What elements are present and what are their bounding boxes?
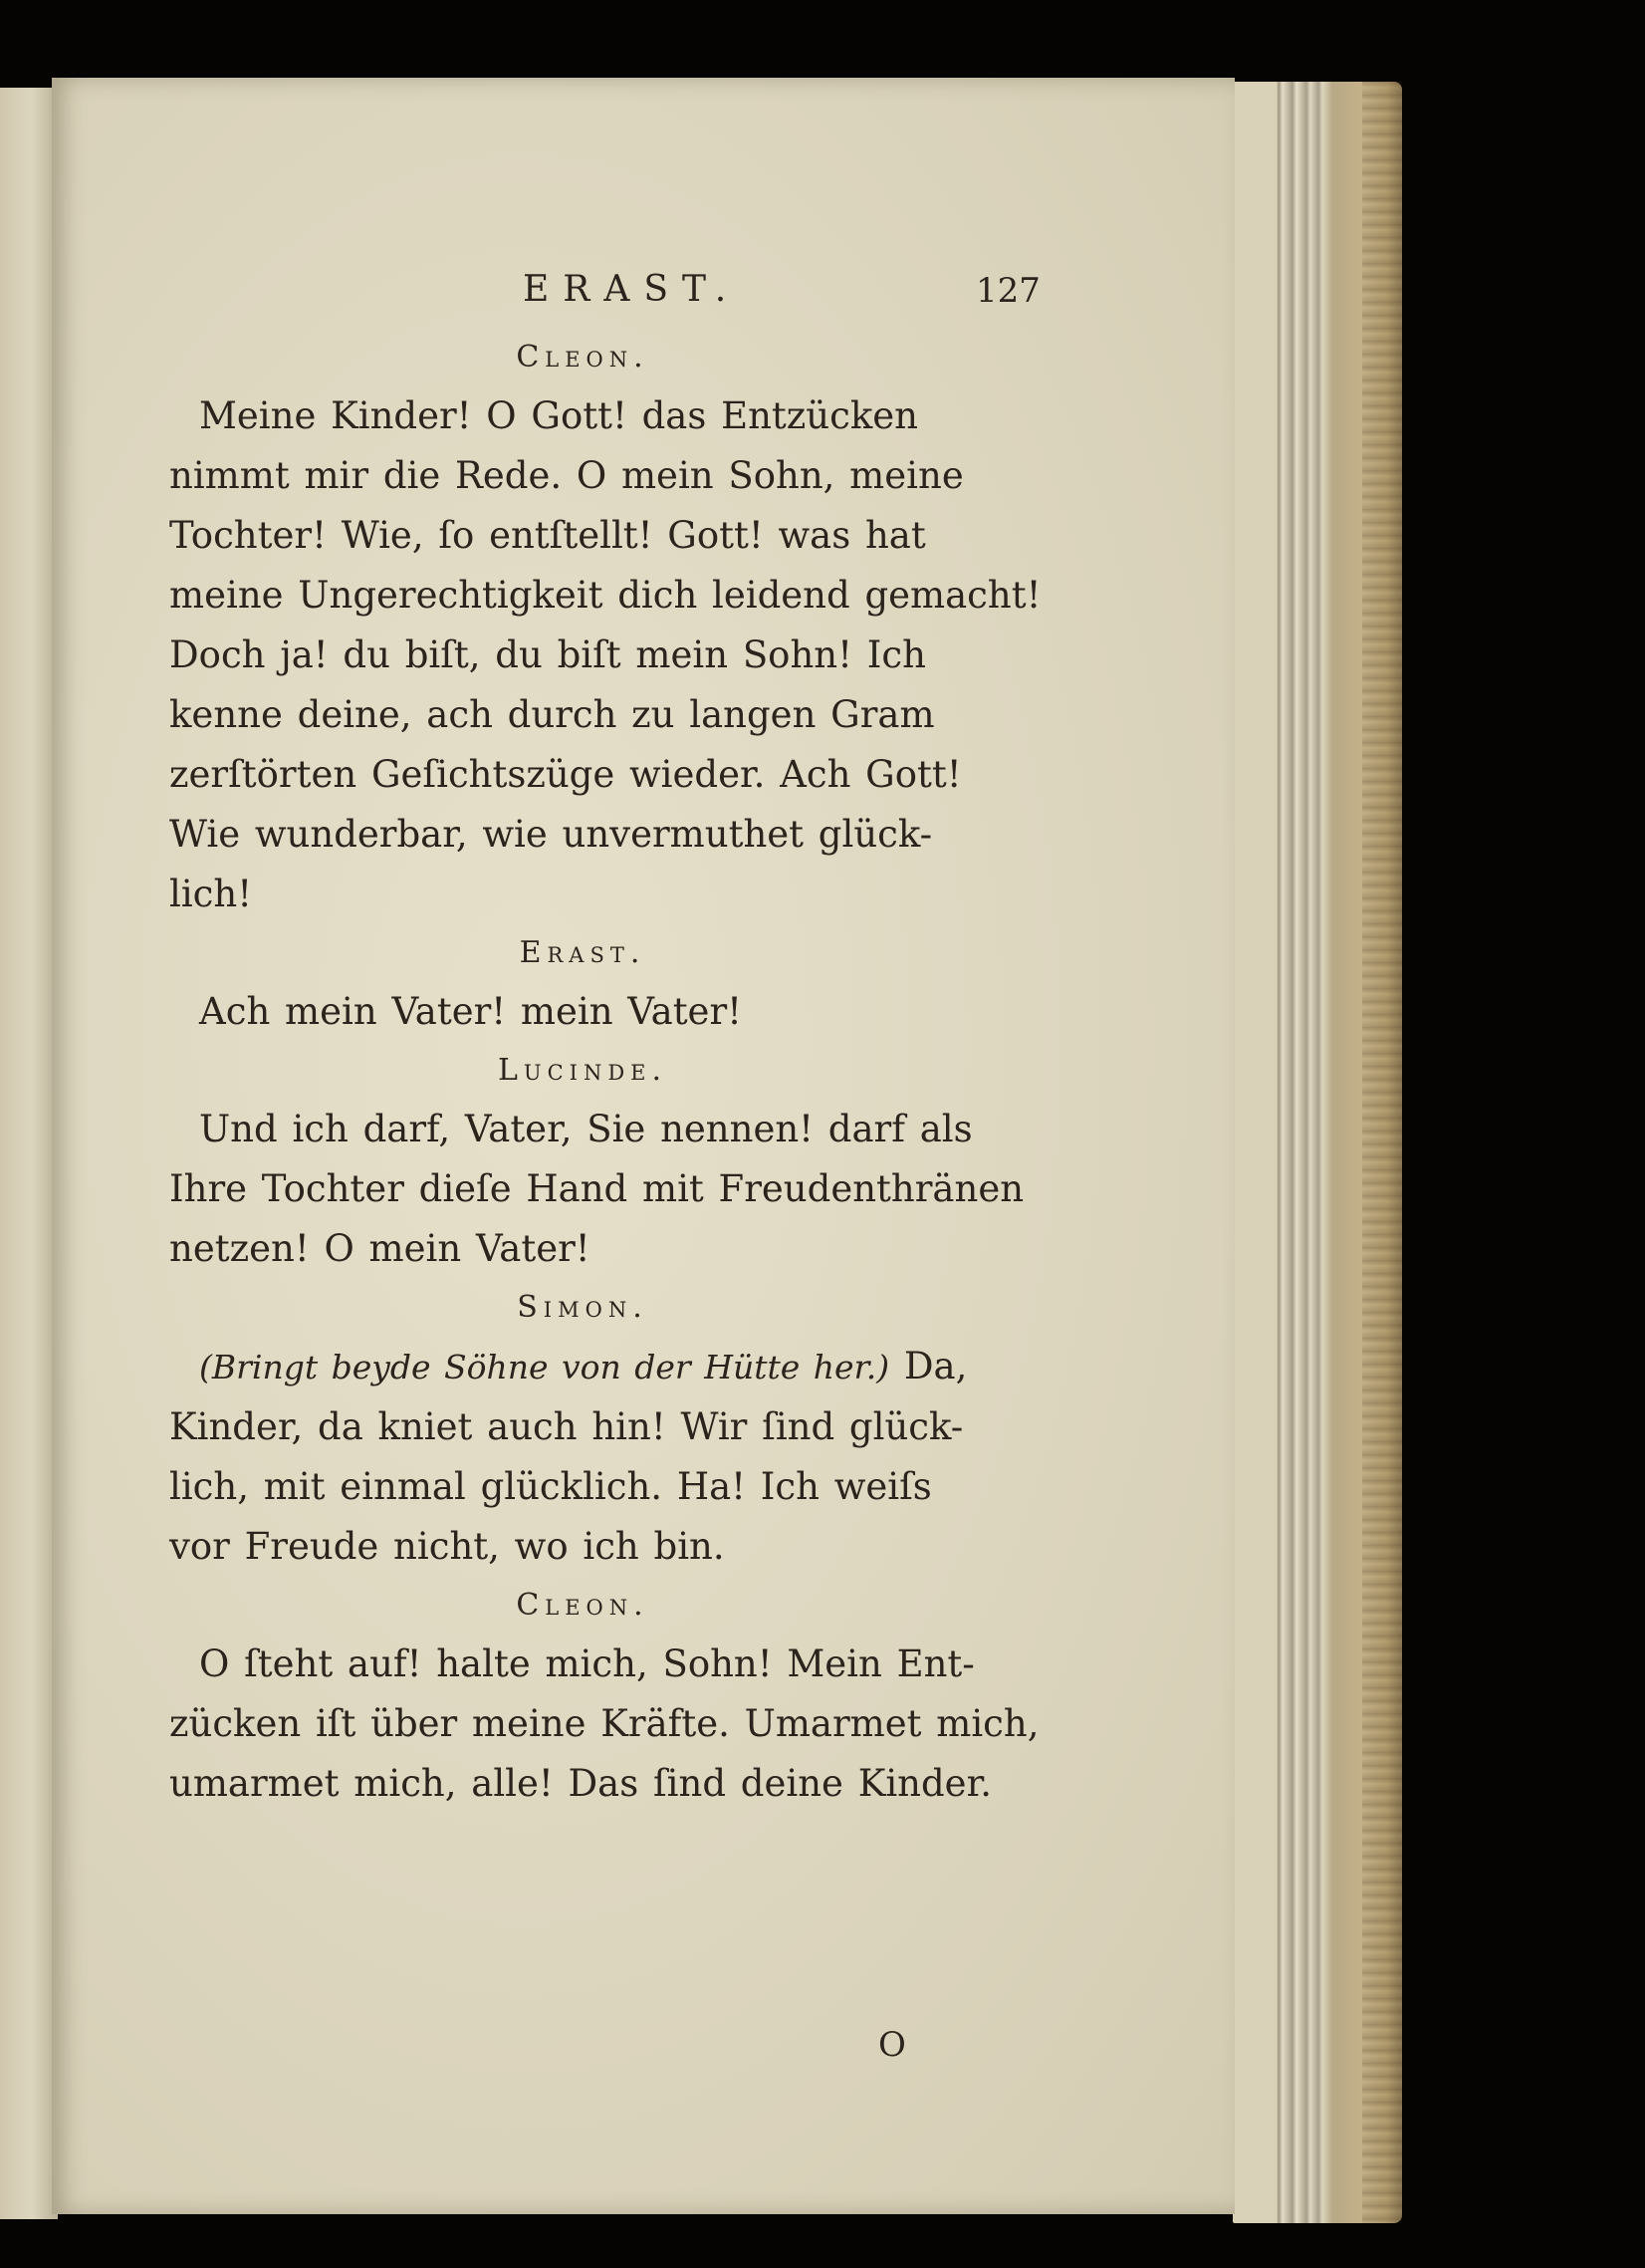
stage-direction: (Bringt beyde Söhne von der Hütte her.) [199,1348,890,1386]
running-title: ERAST. [523,269,741,310]
page-text [169,269,1065,1814]
speech-text [169,982,1065,1042]
speech-text [169,1635,1065,1814]
text-line: Kinder, da kniet auch hin! Wir ſind glück- [169,1405,964,1448]
text-line: lich, mit einmal glücklich. Ha! Ich weiſs [169,1465,932,1508]
text-line: Ach mein Vater! mein Vater! [199,990,743,1033]
running-head [169,269,1065,329]
speaker-name: Cleon. [516,340,649,375]
speech-text [169,1337,1065,1577]
page-number: 127 [976,271,1041,311]
text-fragment: Da, [903,1345,968,1387]
speech-text [169,386,1065,924]
text-line: meine Ungerechtigkeit dich leidend gemacht! [169,574,1042,617]
text-line: nimmt mir die Rede. O mein Sohn, meine [169,454,964,497]
text-line [169,1337,1065,1397]
text-line: kenne deine, ach durch zu langen Gram [169,693,935,736]
speaker-name: Erast. [519,935,646,970]
speech-text [169,1100,1065,1279]
text-line: zücken iſt über meine Kräfte. Umarmet mich, [169,1702,1040,1745]
text-line: netzen! O mein Vater! [169,1227,590,1270]
text-line: Wie wunderbar, wie unvermuthet glück- [169,813,933,856]
text-line: umarmet mich, alle! Das ſind deine Kinder. [169,1762,992,1805]
text-line: Ihre Tochter dieſe Hand mit Freudenthränen [169,1167,1025,1210]
catchword: O [878,2025,906,2065]
text-line: lich! [169,873,253,915]
speaker-name: Simon. [517,1290,648,1325]
text-line: O ſteht auf! halte mich, Sohn! Mein Ent- [199,1642,975,1685]
text-line: Und ich darf, Vater, Sie nennen! darf als [199,1108,973,1150]
speaker-name: Cleon. [516,1588,649,1623]
facing-page-edge [0,88,58,2219]
book-page-edges [1233,82,1402,2223]
speaker-name: Lucinde. [497,1053,668,1088]
text-line: Doch ja! du biſt, du biſt mein Sohn! Ich [169,633,926,676]
book-page [52,78,1235,2214]
text-line: zerſtörten Geſichtszüge wieder. Ach Gott! [169,753,962,796]
text-line: vor Freude nicht, wo ich bin. [169,1525,725,1568]
text-line: Meine Kinder! O Gott! das Entzücken [199,394,918,437]
text-line: Tochter! Wie, ſo entſtellt! Gott! was hat [169,514,926,557]
